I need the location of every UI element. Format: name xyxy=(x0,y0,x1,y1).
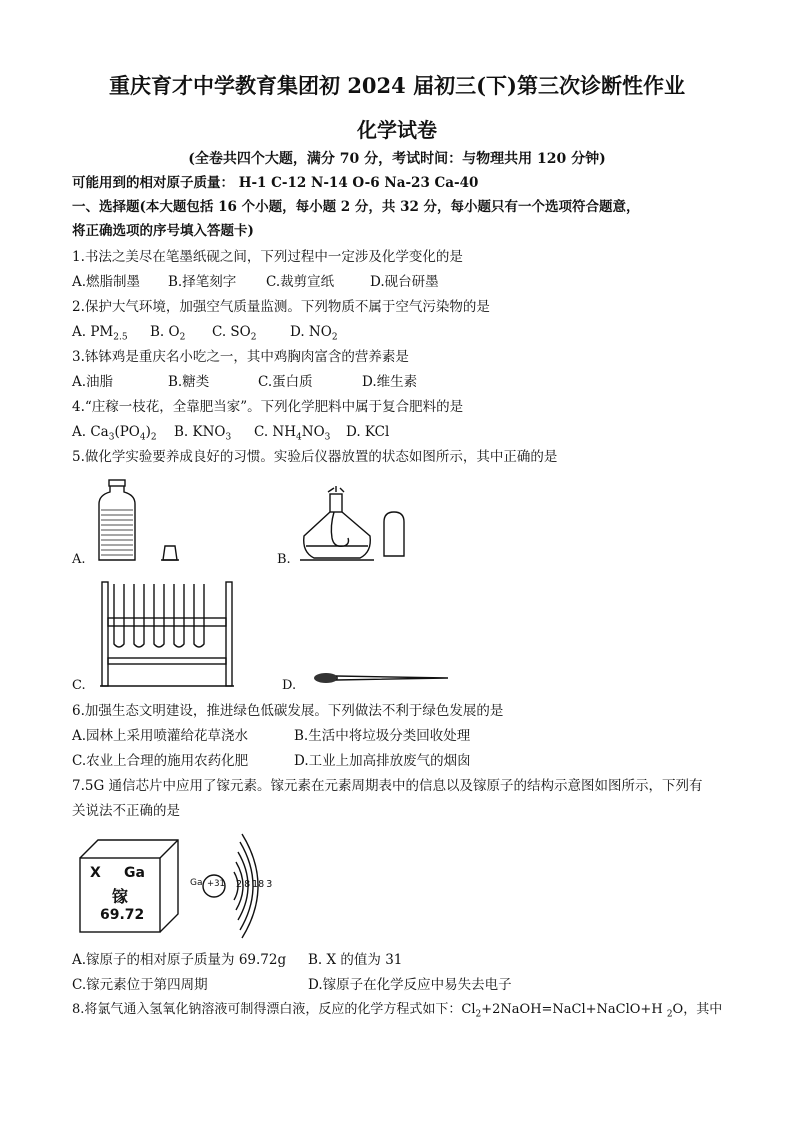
q1-option-d: D.砚台研墨 xyxy=(370,274,439,290)
section-heading-1: 一、选择题(本大题包括 16 个小题，每小题 2 分，共 32 分，每小题只有一个选项符合题意， xyxy=(72,199,640,215)
q1-option-a: A.燃脂制墨 xyxy=(72,274,141,290)
q7-atom-symbol: Ga xyxy=(190,878,203,888)
page-subtitle: 化学试卷 xyxy=(357,118,437,142)
q5-label-b: B. xyxy=(277,552,291,567)
exam-note: (全卷共四个大题，满分 70 分，考试时间：与物理共用 120 分钟) xyxy=(188,151,606,167)
q7-element-name: 镓 xyxy=(112,887,129,906)
q6-option-b: B.生活中将垃圾分类回收处理 xyxy=(294,728,471,744)
q5-figure-b-alcohol-lamp xyxy=(300,486,420,566)
q2-option-b: B. $O_2$ xyxy=(150,324,186,343)
q4-option-d: D. KCl xyxy=(346,424,390,440)
q6-option-d: D.工业上加高排放废气的烟囱 xyxy=(294,753,471,769)
q7-electron-shells: 2 8 18 3 xyxy=(236,879,273,890)
q5-label-a: A. xyxy=(72,552,86,567)
q1-options xyxy=(72,273,439,291)
q7-element-x: X xyxy=(90,865,101,881)
q7-nucleus-charge: +31 xyxy=(207,879,225,889)
q5-figure-a-reagent-bottle xyxy=(95,476,185,564)
q6-option-c: C.农业上合理的施用农药化肥 xyxy=(72,753,249,769)
q2-option-c: C. $SO_2$ xyxy=(212,324,257,343)
q7-option-c: C.镓元素位于第四周期 xyxy=(72,977,208,993)
q7-option-a: A.镓原子的相对原子质量为 69.72g xyxy=(72,952,287,968)
q8-stem: 8.将氯气通入氢氧化钠溶液可制得漂白液，反应的化学方程式如下：$Cl_2+2NaOH=NaCl+NaClO+H$ $_2$O，其中 xyxy=(72,1002,723,1020)
q2-options xyxy=(72,323,338,347)
q7-option-d: D.镓原子在化学反应中易失去电子 xyxy=(308,977,512,993)
q2-stem: 2.保护大气环境，加强空气质量监测。下列物质不属于空气污染物的是 xyxy=(72,299,490,315)
atomic-masses: 可能用到的相对原子质量： H-1 C-12 N-14 O-6 Na-23 Ca-40 xyxy=(72,175,479,191)
q4-option-a: A. $Ca_3(PO_4)_2$ xyxy=(72,424,157,443)
q4-option-c: C. $NH_4NO_3$ xyxy=(254,424,331,443)
q1-stem: 1.书法之美尽在笔墨纸砚之间，下列过程中一定涉及化学变化的是 xyxy=(72,249,463,265)
q3-option-c: C.蛋白质 xyxy=(258,374,313,390)
q6-option-a: A.园林上采用喷灌给花草浇水 xyxy=(72,728,249,744)
q5-label-c: C. xyxy=(72,678,86,693)
q7-element-symbol: Ga xyxy=(124,865,145,881)
q5-label-d: D. xyxy=(282,678,297,693)
q6-stem: 6.加强生态文明建设，推进绿色低碳发展。下列做法不利于绿色发展的是 xyxy=(72,703,504,719)
page-title: 重庆育才中学教育集团初 2024 届初三(下)第三次诊断性作业 xyxy=(109,73,685,98)
q6-options-row2 xyxy=(72,752,471,770)
q7-stem-1: 7.5G 通信芯片中应用了镓元素。镓元素在元素周期表中的信息以及镓原子的结构示意图如图所示，下列有 xyxy=(72,778,703,794)
q4-options xyxy=(72,423,389,447)
q1-option-b: B.择笔刻字 xyxy=(168,274,237,290)
q5-figure-c-test-tube-rack xyxy=(100,580,240,692)
q5-figure-d-dropper xyxy=(308,668,458,688)
q3-option-a: A.油脂 xyxy=(72,374,114,390)
q3-options xyxy=(72,373,417,391)
q7-options-row2 xyxy=(72,976,512,994)
q6-options-row1 xyxy=(72,727,470,745)
q5-stem: 5.做化学实验要养成良好的习惯。实验后仪器放置的状态如图所示，其中正确的是 xyxy=(72,449,558,465)
q7-stem-2: 关说法不正确的是 xyxy=(72,803,180,819)
q3-stem: 3.钵钵鸡是重庆名小吃之一，其中鸡胸肉富含的营养素是 xyxy=(72,349,409,365)
section-heading-2: 将正确选项的序号填入答题卡) xyxy=(72,223,254,239)
q7-options-row1 xyxy=(72,951,402,969)
q7-element-mass: 69.72 xyxy=(100,907,145,923)
q2-option-a: A. $PM_{2.5}$ xyxy=(72,324,128,343)
q7-option-b: B. X 的值为 31 xyxy=(308,952,403,968)
q4-stem: 4.“庄稼一枝花，全靠肥当家”。下列化学肥料中属于复合肥料的是 xyxy=(72,399,464,415)
q1-option-c: C.裁剪宣纸 xyxy=(266,274,335,290)
q3-option-d: D.维生素 xyxy=(362,374,418,390)
q4-option-b: B. $KNO_3$ xyxy=(174,424,232,443)
q3-option-b: B.糖类 xyxy=(168,374,210,390)
q2-option-d: D. $NO_2$ xyxy=(290,324,338,343)
